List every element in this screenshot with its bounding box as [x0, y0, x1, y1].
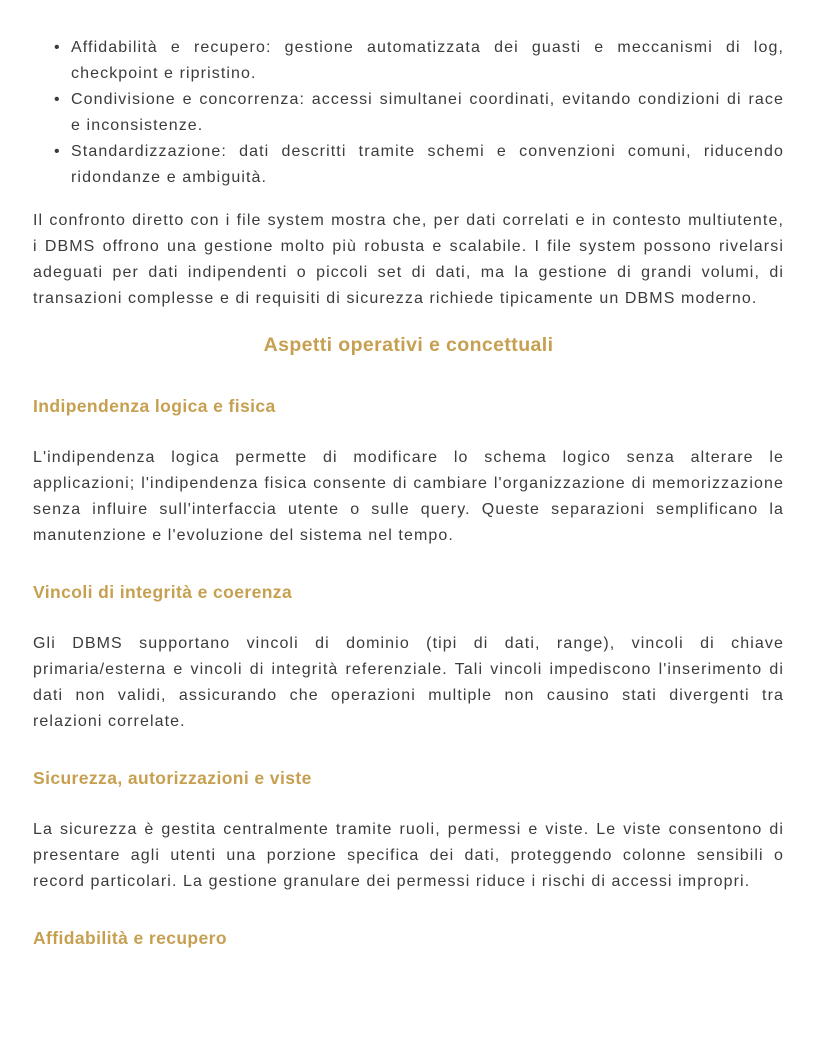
list-item — [54, 35, 784, 87]
bullet-icon: • — [54, 91, 60, 108]
page-title: Aspetti operativi e concettuali — [263, 334, 554, 356]
list-item-text: Condivisione e concorrenza: accessi simultanei coordinati, evitando condizioni di race e inconsistenze. — [71, 91, 784, 134]
list-item — [54, 87, 784, 139]
list-item — [54, 139, 784, 191]
feature-bullet-list — [33, 35, 784, 191]
section-heading: Indipendenza logica e fisica — [33, 396, 276, 416]
list-item-text: Standardizzazione: dati descritti tramite schemi e convenzioni comuni, riducendo ridondanze e ambiguità. — [71, 143, 784, 186]
section-indipendenza — [33, 393, 784, 549]
list-item-text: Affidabilità e recupero: gestione automatizzata dei guasti e meccanismi di log, checkpoint e ripristino. — [71, 39, 784, 82]
section-paragraph: La sicurezza è gestita centralmente tramite ruoli, permessi e viste. Le viste consentono di presentare agli utenti una porzione specifica dei dati, proteggendo colonne sensibili o record particolari. La gestione granulare dei permessi riduce i rischi di accessi impropri. — [33, 821, 784, 890]
section-paragraph: L'indipendenza logica permette di modificare lo schema logico senza alterare le applicazioni; l'indipendenza fisica consente di cambiare l'organizzazione di memorizzazione senza influire sull'interfaccia utente o sulle query. Queste separazioni semplificano la manutenzione e l'evoluzione del sistema nel tempo. — [33, 449, 784, 544]
bullet-icon: • — [54, 39, 60, 56]
section-heading: Vincoli di integrità e coerenza — [33, 582, 293, 602]
section-paragraph: Gli DBMS supportano vincoli di dominio (tipi di dati, range), vincoli di chiave primaria/esterna e vincoli di integrità referenziale. Tali vincoli impediscono l'inserimento di dati non validi, assicurando che operazioni multiple non causino stati divergenti tra relazioni correlate. — [33, 635, 784, 730]
section-affidabilita — [33, 925, 784, 951]
section-sicurezza — [33, 765, 784, 895]
section-vincoli — [33, 579, 784, 735]
bullet-icon: • — [54, 143, 60, 160]
intro-paragraph: Il confronto diretto con i file system mostra che, per dati correlati e in contesto multiutente, i DBMS offrono una gestione molto più robusta e scalabile. I file system possono rivelarsi adeguati per dati indipendenti o piccoli set di dati, ma la gestione di grandi volumi, di transazioni complesse e di requisiti di sicurezza richiede tipicamente un DBMS moderno. — [33, 212, 784, 307]
section-heading: Sicurezza, autorizzazioni e viste — [33, 768, 312, 788]
section-heading: Affidabilità e recupero — [33, 928, 227, 948]
